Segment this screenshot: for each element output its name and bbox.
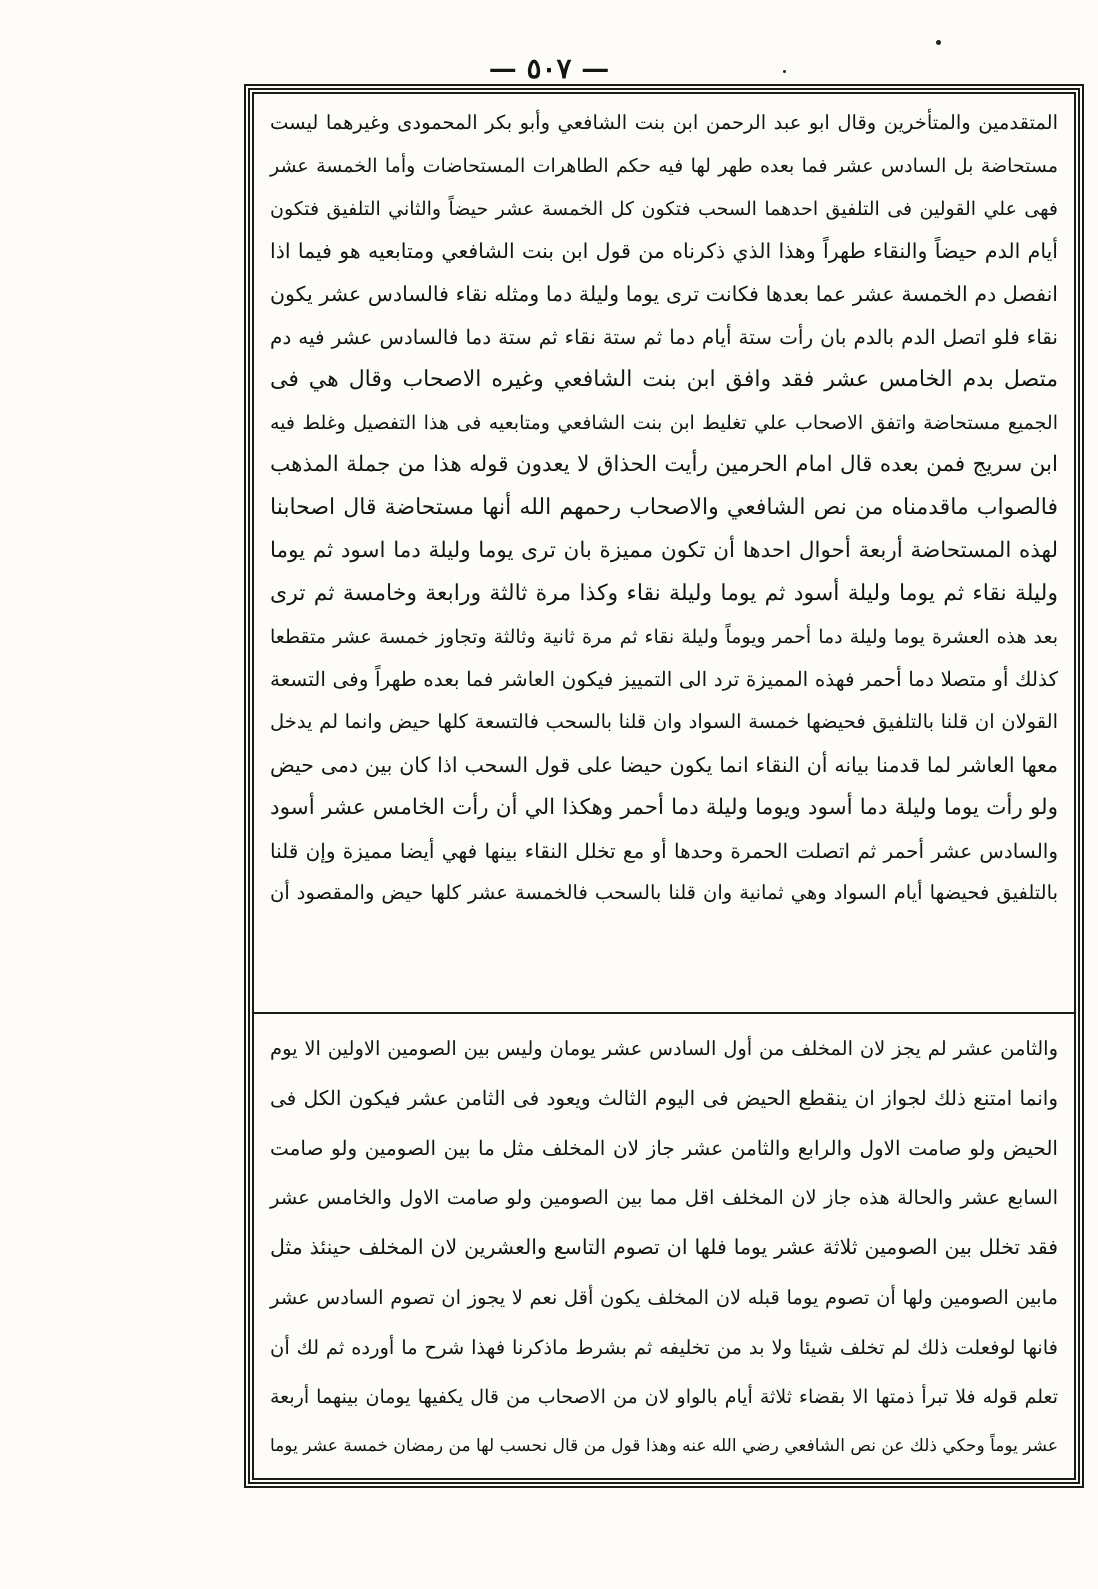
main-text-line: فالصواب ماقدمناه من نص الشافعي والاصحاب رحمهم الله أنها مستحاضة قال اصحابنا [270,495,1058,521]
page-frame [248,88,1080,1484]
main-text-line: الجميع مستحاضة واتفق الاصحاب علي تغليط ابن بنت الشافعي ومتابعيه فى هذا التفصيل وغلط فيه [270,411,1058,434]
main-text-line: فهى علي القولين فى التلفيق احدهما السحب فتكون كل الخمسة عشر حيضاً والثاني التلفيق فتكون [270,197,1058,220]
main-text-line: ولو رأت يوما وليلة دما أسود ويوما وليلة دما أحمر وهكذا الي أن رأت الخامس عشر أسود [270,794,1058,820]
main-text-line: القولان ان قلنا بالتلفيق فحيضها خمسة السواد وان قلنا بالسحب فالتسعة كلها حيض وانما لم يدخل [270,710,1058,734]
main-text-line: كذلك أو متصلا دما أحمر فهذه المميزة ترد الى التمييز فيكون العاشر فما بعده طهراً وفى التسعة [270,667,1058,692]
main-text-line: المتقدمين والمتأخرين وقال ابو عبد الرحمن ابن بنت الشافعي وأبو بكر المحمودى وغيرهما ليست [270,111,1058,134]
main-text-line: مستحاضة بل السادس عشر فما بعده طهر لها فيه حكم الطاهرات المستحاضات وأما الخمسة عشر [270,154,1058,177]
commentary-text [266,1024,1062,1472]
commentary-line: السابع عشر والحالة هذه جاز لان المخلف اقل مما بين الصومين ولو صامت الاول والخامس عشر [270,1186,1058,1210]
main-text-line: بعد هذه العشرة يوما وليلة دما أحمر ويوماً وليلة نقاء ثم مرة ثانية وثالثة وتجاوز خمسة عشر متقطعا [270,625,1058,648]
commentary-line: والثامن عشر لم يجز لان المخلف من أول السادس عشر يومان وليس بين الصومين الاولين الا يوم [270,1037,1058,1060]
section-divider [254,1012,1074,1014]
page-number: — ٥٠٧ — [488,52,610,85]
main-text-line: نقاء فلو اتصل الدم بالدم بان رأت ستة أيام دما ثم ستة نقاء ثم ستة دما فالسادس عشر فيه دم [270,324,1058,349]
ink-speck [936,40,941,45]
commentary-line: فانها لوفعلت ذلك لم تخلف شيئا ولا بد من تخليفه ثم بشرط ماذكرنا فهذا شرح ما أورده ثم لك أن [270,1335,1058,1359]
main-text-line: بالتلفيق فحيضها أيام السواد وهي ثمانية وان قلنا بالسحب فالخمسة عشر كلها حيض والمقصود أن [270,881,1058,905]
main-text-line: لهذه المستحاضة أربعة أحوال احدها أن تكون مميزة بان ترى يوما وليلة دما اسود ثم يوما [270,537,1058,563]
main-text-line: معها العاشر لما قدمنا بيانه أن النقاء انما يكون حيضا على قول السحب اذا كان بين دمى حيض [270,752,1058,777]
main-text [266,102,1062,1002]
main-text-line: أيام الدم حيضاً والنقاء طهراً وهذا الذي ذكرناه من قول ابن بنت الشافعي ومتابعيه هو فيما اذا [270,239,1058,264]
main-text-line: والسادس عشر أحمر ثم اتصلت الحمرة وحدها أو مع تخلل النقاء بينها فهي أيضا مميزة وإن قلنا [270,838,1058,863]
main-text-line: متصل بدم الخامس عشر فقد وافق ابن بنت الشافعي وغيره الاصحاب وقال هي فى [270,366,1058,392]
commentary-line: وانما امتنع ذلك لجواز ان ينقطع الحيض فى اليوم الثالث ويعود فى الثامن عشر فيكون الكل فى [270,1085,1058,1110]
main-text-line: ابن سريج فمن بعده قال امام الحرمين رأيت الحذاق لا يعدون قوله هذا من جملة المذهب [270,452,1058,478]
commentary-line: الحيض ولو صامت الاول والرابع والثامن عشر جاز لان المخلف مثل ما بين الصومين ولو صامت [270,1135,1058,1160]
commentary-line: تعلم قوله فلا تبرأ ذمتها الا بقضاء ثلاثة أيام بالواو لان من الاصحاب من قال يكفيها يومان بينهما أربعة [270,1385,1058,1408]
commentary-line: عشر يوماً وحكي ذلك عن نص الشافعي رضي الله عنه وهذا قول من قال نحسب لها من رمضان خمسة عشر يوما [270,1436,1058,1457]
main-text-line: انفصل دم الخمسة عشر عما بعدها فكانت ترى يوما وليلة دما ومثله نقاء فالسادس عشر يكون [270,282,1058,307]
ink-speck [783,70,786,73]
commentary-line: فقد تخلل بين الصومين ثلاثة عشر يوما فلها ان تصوم التاسع والعشرين لان المخلف حينئذ مثل [270,1235,1058,1260]
main-text-line: وليلة نقاء ثم يوما وليلة أسود ثم يوما وليلة نقاء وكذا مرة ثالثة ورابعة وخامسة ثم ترى [270,580,1058,606]
commentary-line: مابين الصومين ولها أن تصوم يوما قبله لان المخلف يكون أقل نعم لا يجوز ان تصوم السادس عشر [270,1285,1058,1309]
